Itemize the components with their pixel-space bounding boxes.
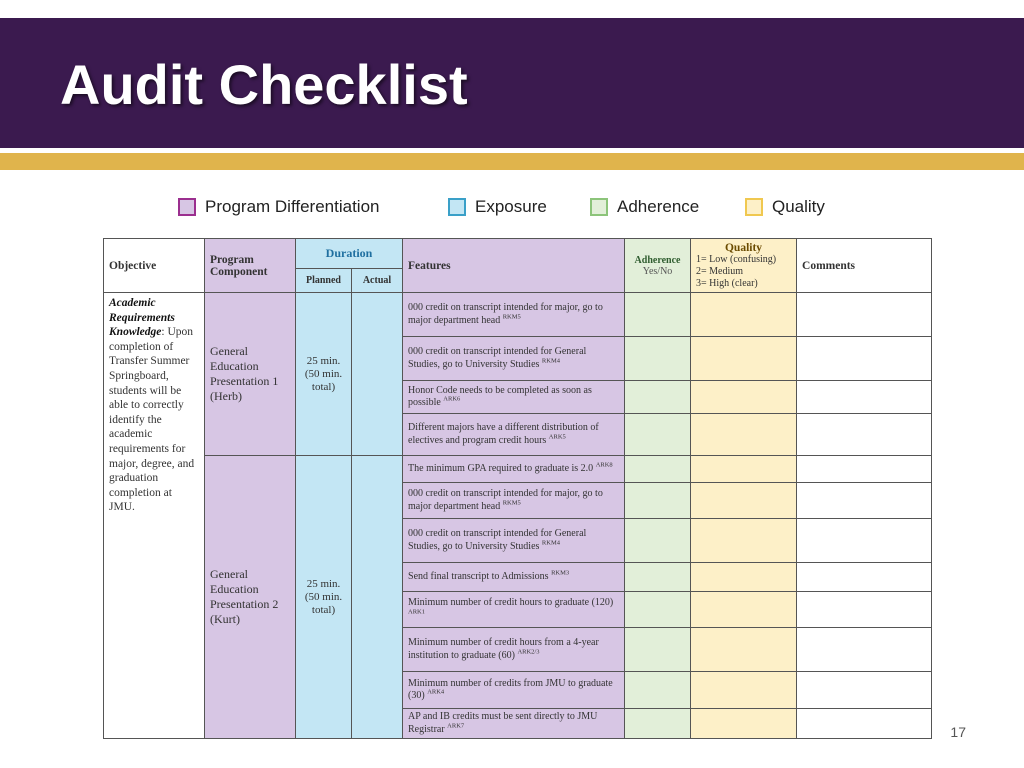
quality-cell[interactable] — [691, 519, 797, 563]
feature-cell: Minimum number of credit hours to graduate (120) $^{ARK1}$ — [403, 592, 625, 628]
legend-item-adherence — [590, 195, 699, 219]
header-adherence — [625, 239, 691, 293]
adherence-cell[interactable] — [625, 709, 691, 739]
adherence-cell[interactable] — [625, 628, 691, 672]
adherence-cell[interactable] — [625, 414, 691, 456]
header-planned: Planned — [296, 269, 352, 293]
page-number: 17 — [950, 724, 966, 740]
quality-cell[interactable] — [691, 709, 797, 739]
quality-cell[interactable] — [691, 414, 797, 456]
feature-cell: Different majors have a different distribution of electives and program credit hours $^{ARK5}$ — [403, 414, 625, 456]
audit-checklist-table — [103, 238, 932, 739]
legend-swatch-blue — [448, 198, 466, 216]
header-features: Features — [403, 239, 625, 293]
quality-title: Quality — [724, 241, 763, 254]
header-program-component: Program Component — [205, 239, 296, 293]
legend-swatch-yellow — [745, 198, 763, 216]
legend-item-exposure — [448, 195, 547, 219]
table-row — [104, 293, 932, 337]
feature-cell: 000 credit on transcript intended for General Studies, go to University Studies $^{RKM4}$ — [403, 337, 625, 381]
comments-cell[interactable] — [797, 414, 932, 456]
legend-swatch-green — [590, 198, 608, 216]
adherence-cell[interactable] — [625, 563, 691, 592]
adherence-sub: Yes/No — [642, 265, 673, 277]
comments-cell[interactable] — [797, 709, 932, 739]
feature-cell: 000 credit on transcript intended for General Studies, go to University Studies $^{RKM4}$ — [403, 519, 625, 563]
adherence-cell[interactable] — [625, 519, 691, 563]
header-objective: Objective — [104, 239, 205, 293]
comments-cell[interactable] — [797, 563, 932, 592]
legend-label: Quality — [772, 197, 825, 216]
slide-title: Audit Checklist — [60, 53, 468, 116]
quality-cell[interactable] — [691, 672, 797, 709]
objective-heading: Academic Requirements Knowledge — [109, 297, 175, 339]
comments-cell[interactable] — [797, 337, 932, 381]
header-actual: Actual — [352, 269, 403, 293]
table-row — [104, 456, 932, 483]
feature-cell: Send final transcript to Admissions $^{RKM3}$ — [403, 563, 625, 592]
quality-cell[interactable] — [691, 592, 797, 628]
comments-cell[interactable] — [797, 672, 932, 709]
comments-cell[interactable] — [797, 381, 932, 414]
actual-duration-1[interactable] — [352, 293, 403, 456]
comments-cell[interactable] — [797, 519, 932, 563]
comments-cell[interactable] — [797, 293, 932, 337]
adherence-cell[interactable] — [625, 337, 691, 381]
comments-cell[interactable] — [797, 456, 932, 483]
comments-cell[interactable] — [797, 628, 932, 672]
quality-scale-3: 3= High (clear) — [696, 277, 758, 289]
feature-cell: Minimum number of credits from JMU to graduate (30) $^{ARK4}$ — [403, 672, 625, 709]
adherence-cell[interactable] — [625, 592, 691, 628]
legend-label: Exposure — [475, 197, 547, 216]
objective-text: : Upon completion of Transfer Summer Springboard, students will be able to correctly identify the academic requirements for major, degree, and graduation completion at JMU. — [109, 326, 195, 514]
feature-cell: 000 credit on transcript intended for major, go to major department head $^{RKM5}$ — [403, 293, 625, 337]
adherence-cell[interactable] — [625, 672, 691, 709]
quality-cell[interactable] — [691, 456, 797, 483]
feature-cell: The minimum GPA required to graduate is 2.0 $^{ARK8}$ — [403, 456, 625, 483]
quality-scale-1: 1= Low (confusing) — [696, 253, 777, 265]
objective-cell — [104, 293, 205, 739]
header-quality — [691, 239, 797, 293]
header-comments: Comments — [797, 239, 932, 293]
gold-divider — [0, 153, 1024, 170]
adherence-cell[interactable] — [625, 456, 691, 483]
program-component-2: General Education Presentation 2 (Kurt) — [205, 456, 296, 739]
header-duration: Duration — [296, 239, 403, 269]
quality-cell[interactable] — [691, 293, 797, 337]
header-row-1 — [104, 239, 932, 269]
quality-cell[interactable] — [691, 628, 797, 672]
adherence-cell[interactable] — [625, 293, 691, 337]
quality-cell[interactable] — [691, 563, 797, 592]
adherence-title: Adherence — [634, 254, 681, 266]
comments-cell[interactable] — [797, 483, 932, 519]
legend-label: Program Differentiation — [205, 197, 380, 216]
comments-cell[interactable] — [797, 592, 932, 628]
feature-cell: Honor Code needs to be completed as soon as possible $^{ARK6}$ — [403, 381, 625, 414]
quality-cell[interactable] — [691, 483, 797, 519]
planned-duration-1: 25 min. (50 min. total) — [296, 293, 352, 456]
planned-duration-2: 25 min. (50 min. total) — [296, 456, 352, 739]
legend-item-program-differentiation — [178, 195, 380, 219]
quality-scale-2: 2= Medium — [696, 265, 744, 277]
program-component-1: General Education Presentation 1 (Herb) — [205, 293, 296, 456]
feature-cell: AP and IB credits must be sent directly to JMU Registrar $^{ARK7}$ — [403, 709, 625, 739]
quality-cell[interactable] — [691, 337, 797, 381]
feature-cell: Minimum number of credit hours from a 4-year institution to graduate (60) $^{ARK2/3}$ — [403, 628, 625, 672]
feature-cell: 000 credit on transcript intended for major, go to major department head $^{RKM5}$ — [403, 483, 625, 519]
adherence-cell[interactable] — [625, 381, 691, 414]
legend-label: Adherence — [617, 197, 700, 216]
legend-item-quality — [745, 195, 825, 219]
actual-duration-2[interactable] — [352, 456, 403, 739]
legend-swatch-purple — [178, 198, 196, 216]
quality-cell[interactable] — [691, 381, 797, 414]
adherence-cell[interactable] — [625, 483, 691, 519]
